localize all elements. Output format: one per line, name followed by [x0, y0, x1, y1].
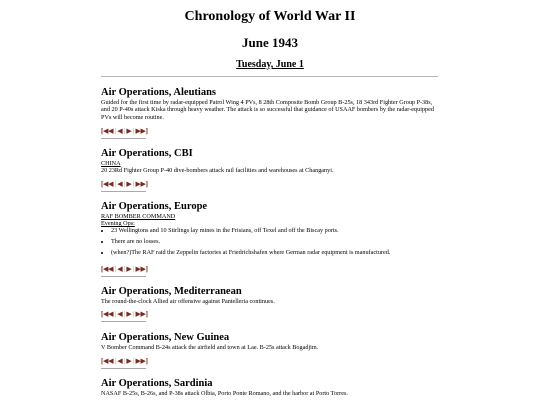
- section-aleutians: [101, 87, 441, 121]
- next-link[interactable]: ▶: [126, 127, 132, 135]
- section-text: The round-the-clock Allied air offensive against Pantelleria continues.: [101, 298, 275, 305]
- section-subheading[interactable]: RAF BOMBER COMMAND: [101, 213, 176, 220]
- first-link[interactable]: [◀◀: [101, 265, 114, 273]
- section-heading: Air Operations, Sardinia: [101, 378, 213, 389]
- nav-controls: [101, 356, 148, 365]
- month-heading: June 1943: [242, 35, 298, 50]
- prev-link[interactable]: ◀: [117, 180, 123, 188]
- divider: [101, 138, 146, 139]
- day-heading: Tuesday, June 1: [236, 59, 304, 70]
- section-heading: Air Operations, Aleutians: [101, 87, 217, 98]
- list-item: • 23 Wellingtons and 10 Stirlings lay mines in the Frisians, off Texel and off the Biscay ports.: [111, 227, 441, 234]
- section-text: 20 23Rd Fighter Group P-40 dive-bombers attack rail facilities and warehouses at Changanyi.: [101, 167, 334, 174]
- section-heading: Air Operations, New Guinea: [101, 332, 230, 343]
- prev-link[interactable]: ◀: [117, 310, 123, 318]
- section-text: NASAF B-25s, B-26s, and P-38s attack Olbia, Porto Ponte Romano, and the harbor at Porto Torres.: [101, 390, 348, 397]
- section-text: Guided for the first time by radar-equipped Patrol Wing 4 PVs, 8 28th Composite Bomb Group B-25s, 18 343rd Fighter Group P-38s, and 20 P-40s attack Kiska through heavy weather. The attack is so successful that guidance of USAAF bombers by the radar-equipped PVs will become routine.: [101, 99, 434, 121]
- last-link[interactable]: ▶▶]: [135, 357, 148, 365]
- last-link[interactable]: ▶▶]: [135, 310, 148, 318]
- first-link[interactable]: [◀◀: [101, 127, 114, 135]
- section-sardinia: [101, 378, 441, 397]
- section-subheading: Evening Ops:: [101, 220, 135, 227]
- last-link[interactable]: ▶▶]: [135, 265, 148, 273]
- nav-separator: |: [123, 180, 125, 188]
- nav-controls: [101, 179, 148, 188]
- nav-separator: |: [123, 265, 125, 273]
- nav-separator: |: [123, 127, 125, 135]
- nav-separator: |: [114, 310, 116, 318]
- nav-separator: |: [123, 357, 125, 365]
- nav-separator: |: [114, 127, 116, 135]
- nav-controls: [101, 126, 148, 135]
- last-link[interactable]: ▶▶]: [135, 180, 148, 188]
- next-link[interactable]: ▶: [126, 357, 132, 365]
- list-item: • There are no losses.: [111, 238, 441, 245]
- section-text: V Bomber Command B-24s attack the airfield and town at Lae. B-25s attack Bogadjim.: [101, 344, 319, 351]
- divider: [101, 321, 146, 322]
- divider: [101, 191, 146, 192]
- nav-controls: [101, 264, 148, 273]
- nav-separator: |: [132, 180, 134, 188]
- section-heading: Air Operations, CBI: [101, 148, 193, 159]
- section-subheading[interactable]: CHINA: [101, 160, 121, 167]
- nav-controls: [101, 309, 148, 318]
- prev-link[interactable]: ◀: [117, 265, 123, 273]
- nav-separator: |: [132, 127, 134, 135]
- nav-separator: |: [114, 180, 116, 188]
- nav-separator: |: [132, 265, 134, 273]
- last-link[interactable]: ▶▶]: [135, 127, 148, 135]
- next-link[interactable]: ▶: [126, 180, 132, 188]
- first-link[interactable]: [◀◀: [101, 180, 114, 188]
- list: [101, 227, 441, 256]
- nav-separator: |: [114, 265, 116, 273]
- nav-separator: |: [123, 310, 125, 318]
- divider: [101, 368, 146, 369]
- divider: [101, 76, 438, 77]
- section-new-guinea: [101, 332, 441, 351]
- list-item: • (when?)The RAF raid the Zeppelin factories at Friedrichshafen where German radar equipment is manufactured.: [111, 249, 441, 256]
- section-cbi: [101, 148, 441, 174]
- section-mediterranean: [101, 286, 441, 305]
- divider: [101, 276, 146, 277]
- section-europe: [101, 201, 441, 260]
- nav-separator: |: [114, 357, 116, 365]
- prev-link[interactable]: ◀: [117, 127, 123, 135]
- nav-separator: |: [132, 357, 134, 365]
- section-heading: Air Operations, Europe: [101, 201, 208, 212]
- prev-link[interactable]: ◀: [117, 357, 123, 365]
- next-link[interactable]: ▶: [126, 265, 132, 273]
- nav-separator: |: [132, 310, 134, 318]
- section-heading: Air Operations, Mediterranean: [101, 286, 242, 297]
- first-link[interactable]: [◀◀: [101, 310, 114, 318]
- page-title: Chronology of World War II: [184, 9, 356, 24]
- first-link[interactable]: [◀◀: [101, 357, 114, 365]
- next-link[interactable]: ▶: [126, 310, 132, 318]
